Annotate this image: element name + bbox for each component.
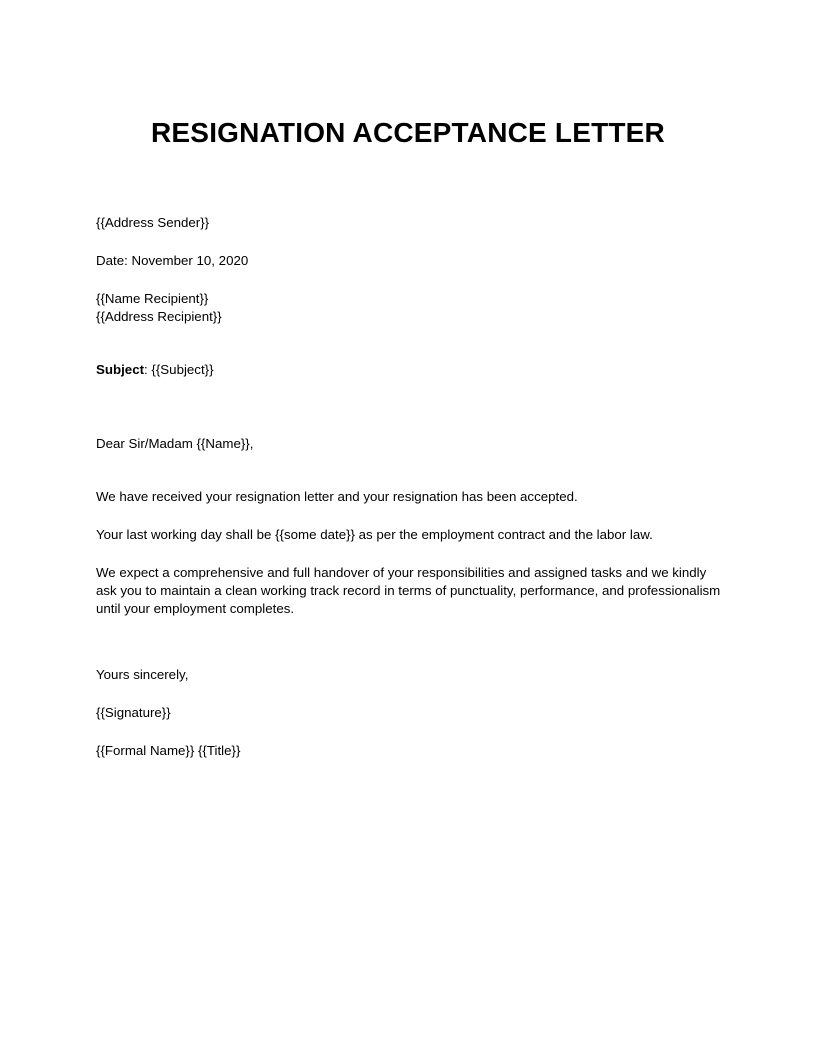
sender-address: {{Address Sender}}	[96, 215, 210, 230]
subject-label: Subject	[96, 362, 145, 377]
body-paragraph-2: Your last working day shall be {{some date}} as per the employment contract and the labor law.	[96, 527, 653, 542]
body-paragraph-1: We have received your resignation letter and your resignation has been accepted.	[96, 489, 578, 504]
body-paragraph-3: We expect a comprehensive and full handover of your responsibilities and assigned tasks and we kindly ask you to maintain a clean working track record in terms of punctuality, performance, and professionalism until your employment completes.	[96, 565, 721, 616]
salutation: Dear Sir/Madam {{Name}},	[96, 436, 254, 451]
formal-name-title: {{Formal Name}} {{Title}}	[96, 743, 241, 758]
closing: Yours sincerely,	[96, 667, 189, 682]
recipient-address: {{Address Recipient}}	[96, 309, 222, 324]
recipient-name: {{Name Recipient}}	[96, 291, 209, 306]
letter-date: Date: November 10, 2020	[96, 253, 249, 268]
signature: {{Signature}}	[96, 705, 171, 720]
letter-title: RESIGNATION ACCEPTANCE LETTER	[151, 117, 665, 148]
letter-body	[96, 214, 726, 760]
subject-line	[96, 361, 726, 379]
subject-value: : {{Subject}}	[144, 362, 214, 377]
